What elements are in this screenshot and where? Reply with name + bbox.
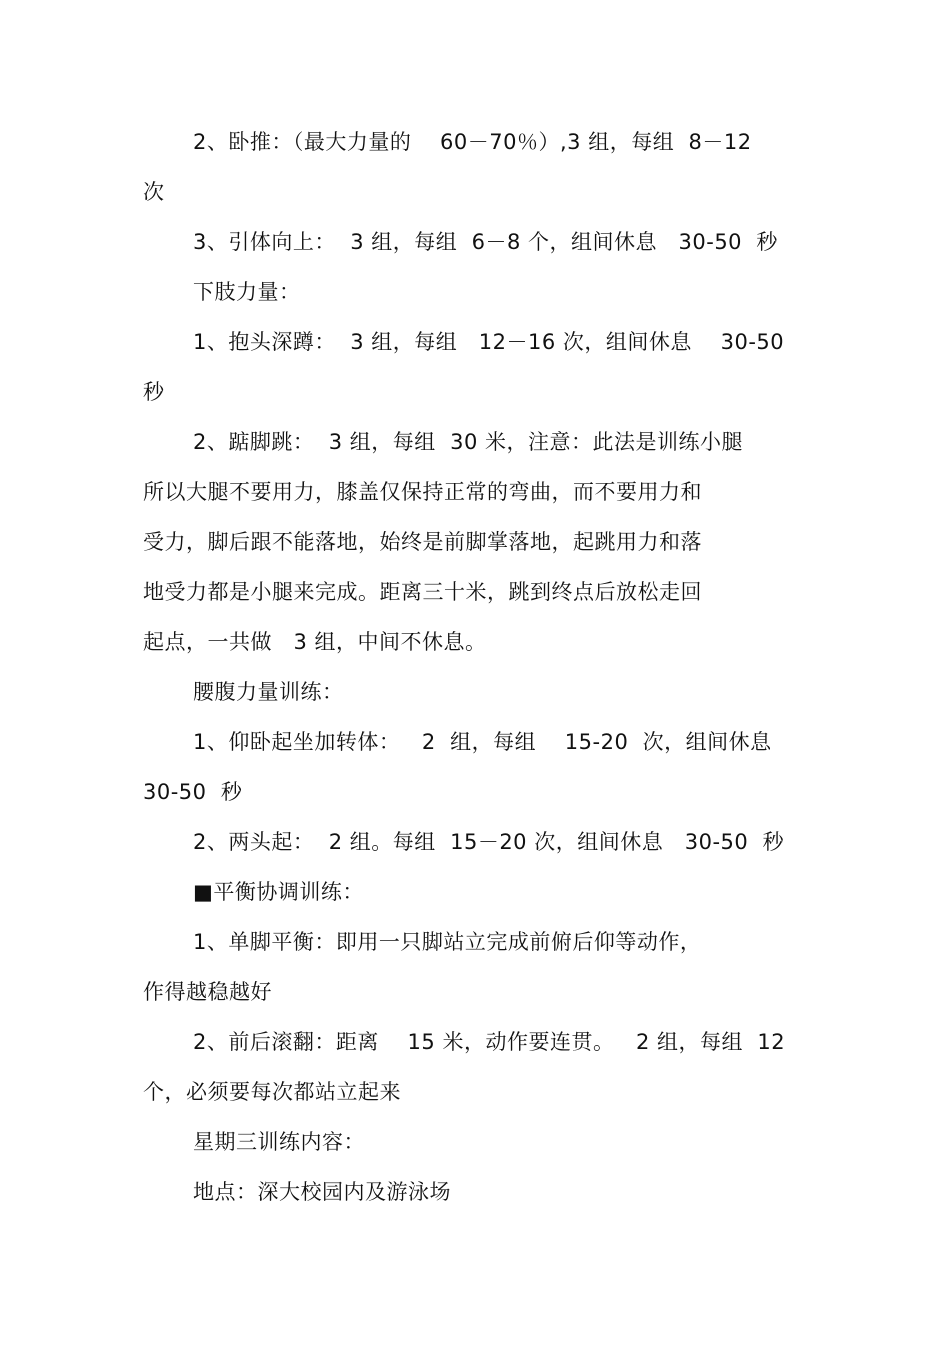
text-line-v-up: 2、两头起： 2 组。每组 15－20 次，组间休息 30-50 秒 [193, 830, 785, 854]
text-line-single-leg-balance: 1、单脚平衡：即用一只脚站立完成前俯后仰等动作， [193, 930, 702, 954]
text-line-roll-cont: 个，必须要每次都站立起来 [143, 1080, 401, 1104]
text-line-tiptoe-jump-cont-2: 受力，脚后跟不能落地，始终是前脚掌落地，起跳用力和落 [143, 530, 702, 554]
text-line-squat: 1、抱头深蹲： 3 组，每组 12－16 次，组间休息 30-50 [193, 330, 785, 354]
section-heading-balance: ■平衡协调训练： [193, 880, 364, 904]
text-line-sit-up-twist: 1、仰卧起坐加转体： 2 组，每组 15-20 次，组间休息 [193, 730, 772, 754]
text-line-roll: 2、前后滚翻：距离 15 米，动作要连贯。 2 组，每组 12 [193, 1030, 786, 1054]
text-line-pull-up: 3、引体向上： 3 组，每组 6－8 个，组间休息 30-50 秒 [193, 230, 778, 254]
section-heading-core: 腰腹力量训练： [193, 680, 344, 704]
text-line-sit-up-twist-cont: 30-50 秒 [143, 780, 243, 804]
text-line-tiptoe-jump-cont-1: 所以大腿不要用力，膝盖仅保持正常的弯曲，而不要用力和 [143, 480, 702, 504]
text-line-location: 地点：深大校园内及游泳场 [193, 1180, 451, 1204]
text-line-tiptoe-jump: 2、踮脚跳： 3 组，每组 30 米，注意：此法是训练小腿 [193, 430, 743, 454]
section-heading-lower-body: 下肢力量： [193, 280, 301, 304]
text-line-squat-cont: 秒 [143, 380, 165, 404]
section-heading-wednesday: 星期三训练内容： [193, 1130, 365, 1154]
text-line-single-leg-balance-cont: 作得越稳越好 [143, 980, 272, 1004]
text-line-tiptoe-jump-cont-3: 地受力都是小腿来完成。距离三十米，跳到终点后放松走回 [143, 580, 702, 604]
text-line-bench-press: 2、卧推：（最大力量的 60－70％）,3 组，每组 8－12 [193, 130, 752, 154]
text-line-tiptoe-jump-cont-4: 起点，一共做 3 组，中间不休息。 [143, 630, 487, 654]
text-line-bench-press-cont: 次 [143, 180, 165, 204]
